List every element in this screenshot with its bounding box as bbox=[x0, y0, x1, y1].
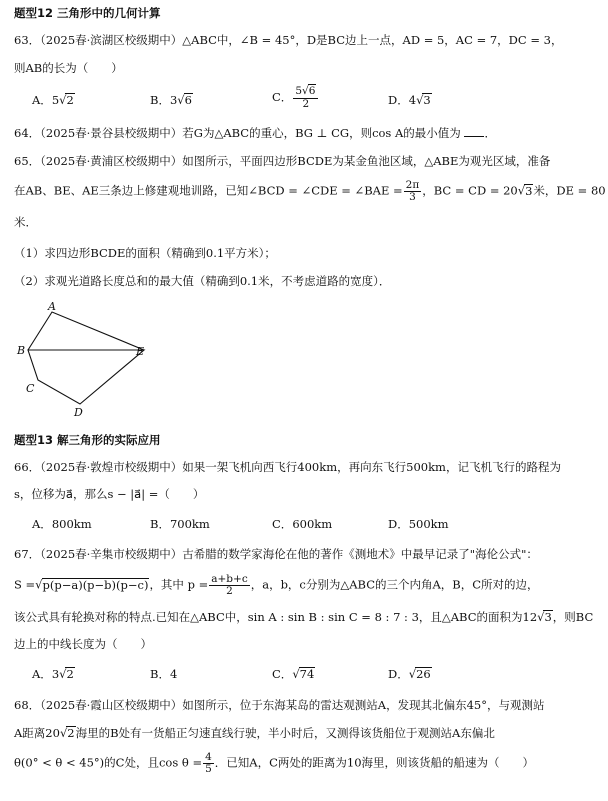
q63-stem-line2: 则AB的长为（ ） bbox=[14, 61, 123, 75]
q64-answer-blank bbox=[464, 126, 484, 137]
q65-subquestion-2: （2）求观光道路长度总和的最大值（精确到0.1米，不考虑道路的宽度）． bbox=[14, 274, 391, 288]
quadrilateral-bcde bbox=[28, 350, 144, 404]
vertex-label-b: B bbox=[17, 344, 26, 357]
q63-option-a: A．5√2 bbox=[32, 93, 74, 107]
q65-stem-line2: 在AB、BE、AE三条边上修建观地训路，已知∠BCD = ∠CDE = ∠BAE = $\frac{2\pi}{3}$ ，BC = CD = 20√3米，DE = 80 bbox=[14, 179, 606, 203]
q67-option-d: D．√26 bbox=[388, 667, 431, 681]
q65-stem-line1: 65．（2025春·黄浦区校级期中）如图所示，平面四边形BCDE为某金鱼池区域，△ABE为观光区域，准备 bbox=[14, 154, 551, 168]
q63-option-d: D．4√3 bbox=[388, 93, 431, 107]
q66-stem-line2: s，位移为a⃗，那么s − |a⃗| =（ ） bbox=[14, 487, 205, 501]
q63-option-c: C． $\frac{5√6}{2}$ bbox=[272, 84, 319, 110]
q67-option-c: C．√74 bbox=[272, 667, 315, 681]
q65-quadrilateral-figure bbox=[14, 300, 154, 420]
q67-option-b: B．4 bbox=[150, 667, 178, 681]
q67-option-a: A．3√2 bbox=[32, 667, 74, 681]
q66-option-a: A．800km bbox=[32, 517, 92, 531]
q64-stem: 64．（2025春·景谷县校级期中）若G为△ABC的重心，BG ⊥ CG，则cos A的最小值为 ． bbox=[14, 126, 496, 140]
q66-option-c: C．600km bbox=[272, 517, 333, 531]
vertex-label-c: C bbox=[26, 382, 35, 395]
q63-stem-line1: 63．（2025春·滨湖区校级期中）△ABC中，∠B = 45°，D是BC边上一点，AD = 5，AC = 7，DC = 3， bbox=[14, 33, 563, 47]
q66-option-d: D．500km bbox=[388, 517, 449, 531]
vertex-label-a: A bbox=[48, 300, 56, 313]
triangle-abe-sides bbox=[28, 312, 144, 350]
section-12-title: 题型12 三角形中的几何计算 bbox=[14, 6, 161, 20]
section-13-title: 题型13 解三角形的实际应用 bbox=[14, 433, 161, 447]
q63-option-b: B．3√6 bbox=[150, 93, 192, 107]
vertex-label-d: D bbox=[74, 406, 83, 419]
q67-stem-line4: 边上的中线长度为（ ） bbox=[14, 637, 152, 651]
q68-stem-line2: A距离20√2海里的B处有一货船正匀速直线行驶，半小时后，又测得该货船位于观测站A东偏北 bbox=[14, 726, 495, 740]
q65-stem-line3: 米． bbox=[14, 215, 37, 229]
q68-stem-line3: θ(0° < θ < 45°)的C处，且cos θ = $\frac{4}{5}$ ．已知A，C两处的距离为10海里，则该货船的船速为（ ） bbox=[14, 751, 535, 775]
q67-heron-formula-line: S =√p(p−a)(p−b)(p−c)，其中 p = $\frac{a+b+c}{2}$ ，a，b，c分别为△ABC的三个内角A，B，C所对的边， bbox=[14, 573, 539, 597]
q66-option-b: B．700km bbox=[150, 517, 210, 531]
q68-stem-line1: 68．（2025春·霞山区校级期中）如图所示，位于东海某岛的雷达观测站A，发现其北偏东45°，与观测站 bbox=[14, 698, 545, 712]
q66-stem-line1: 66．（2025春·敦煌市校级期中）如果一架飞机向西飞行400km，再向东飞行500km，记飞机飞行的路程为 bbox=[14, 460, 561, 474]
vertex-label-e: E bbox=[136, 345, 145, 358]
q67-stem-line3: 该公式具有轮换对称的特点.已知在△ABC中，sin A : sin B : sin C = 8 : 7 : 3，且△ABC的面积为12√3，则BC bbox=[14, 610, 594, 624]
q67-stem-line1: 67．（2025春·辛集市校级期中）古希腊的数学家海伦在他的著作《测地术》中最早记录了"海伦公式"： bbox=[14, 547, 538, 561]
q65-subquestion-1: （1）求四边形BCDE的面积（精确到0.1平方米）； bbox=[14, 246, 276, 260]
